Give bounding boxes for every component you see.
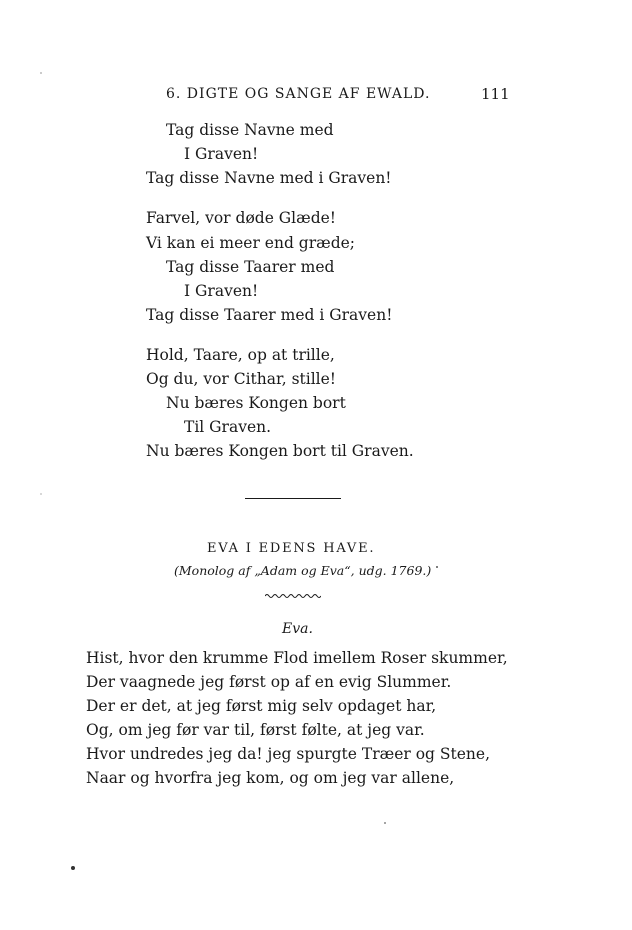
section-subtitle: (Monolog af „Adam og Eva“, udg. 1769.) <box>174 563 432 578</box>
speaker-name: Eva. <box>282 621 313 637</box>
scan-speck <box>40 493 42 495</box>
running-head: 6. DIGTE OG SANGE AF EWALD. <box>166 86 431 102</box>
poem-line: Og du, vor Cithar, stille! <box>146 370 337 388</box>
poem-line: I Graven! <box>184 145 259 163</box>
poem-line: Vi kan ei meer end græde; <box>146 234 356 252</box>
poem-line: Hold, Taare, op at trille, <box>146 346 335 364</box>
section-title: EVA I EDENS HAVE. <box>207 541 376 556</box>
wave-ornament-icon <box>265 592 321 600</box>
poem-line: Tag disse Navne med i Graven! <box>146 169 392 187</box>
poem-line: Der vaagnede jeg først op af en evig Slummer. <box>86 673 452 691</box>
scan-speck <box>71 866 75 870</box>
poem-line: I Graven! <box>184 282 259 300</box>
poem-line: Og, om jeg før var til, først følte, at jeg var. <box>86 721 425 739</box>
poem-line: Der er det, at jeg først mig selv opdaget har, <box>86 697 437 715</box>
section-divider <box>245 498 341 499</box>
poem-line: Hvor undredes jeg da! jeg spurgte Træer og Stene, <box>86 745 490 763</box>
poem-line: Nu bæres Kongen bort til Graven. <box>146 442 414 460</box>
scan-speck <box>436 566 438 568</box>
poem-line: Nu bæres Kongen bort <box>166 394 346 412</box>
poem-line: Tag disse Navne med <box>166 121 334 139</box>
poem-line: Tag disse Taarer med i Graven! <box>146 306 393 324</box>
page-number: 111 <box>481 85 510 103</box>
poem-line: Tag disse Taarer med <box>166 258 335 276</box>
scan-speck <box>384 822 386 824</box>
poem-line: Til Graven. <box>184 418 272 436</box>
scan-speck <box>40 72 42 74</box>
poem-line: Hist, hvor den krumme Flod imellem Roser skummer, <box>86 649 508 667</box>
poem-line: Naar og hvorfra jeg kom, og om jeg var allene, <box>86 769 455 787</box>
poem-line: Farvel, vor døde Glæde! <box>146 209 337 227</box>
